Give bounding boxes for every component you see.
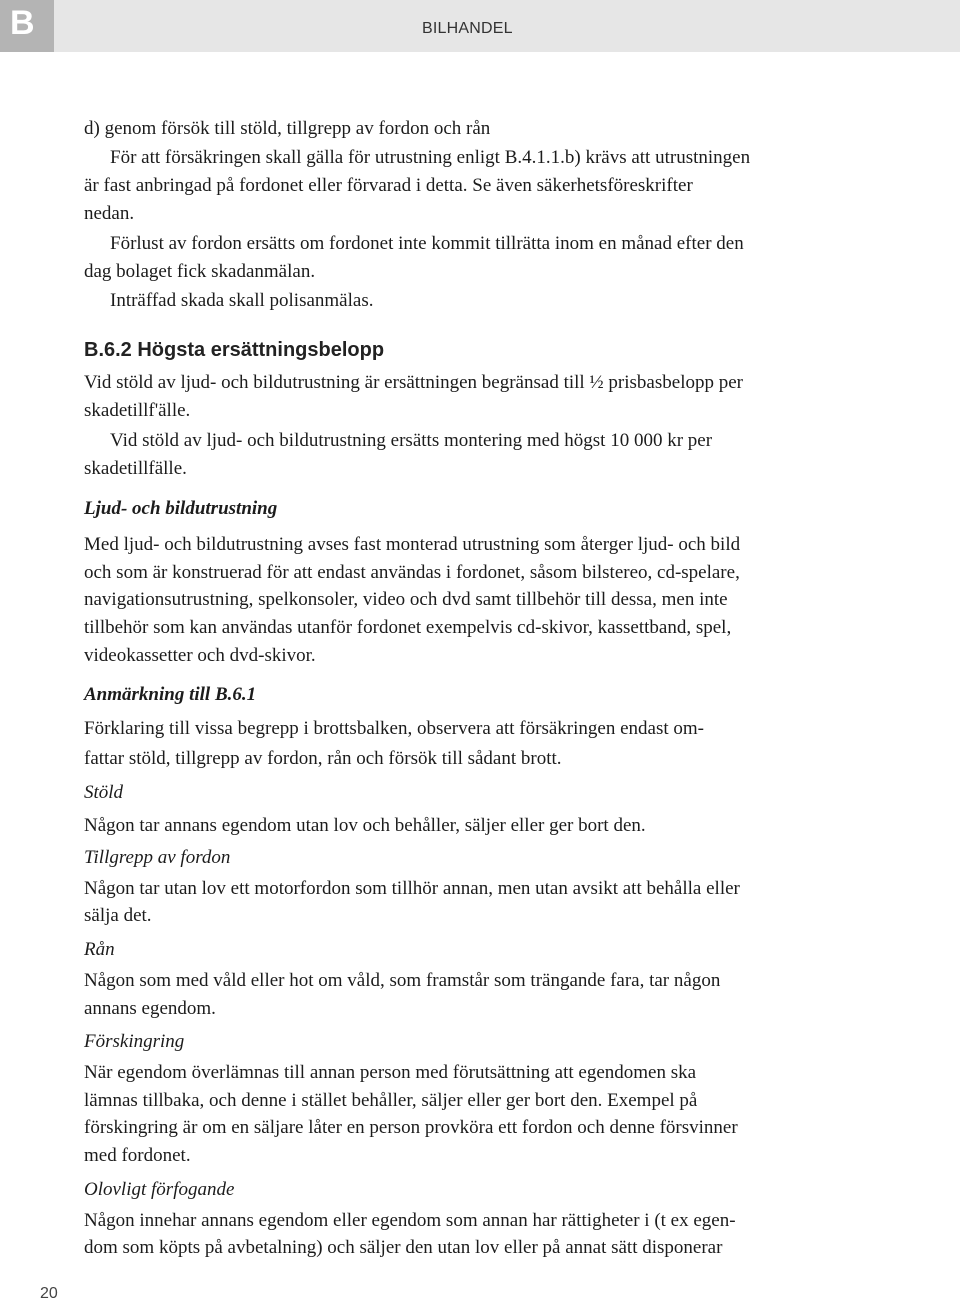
body-line: förskingring är om en säljare låter en person provköra ett fordon och denne försvinner — [84, 1117, 738, 1138]
page-header — [0, 0, 960, 52]
body-line: tillbehör som kan användas utanför fordonet exempelvis cd-skivor, kassettband, spel, — [84, 617, 732, 638]
body-line: sälja det. — [84, 905, 152, 926]
body-line: är fast anbringad på fordonet eller förvarad i detta. Se även säkerhetsföreskrifter — [84, 175, 693, 196]
body-line: lämnas tillbaka, och denne i stället behåller, säljer eller ger bort den. Exempel på — [84, 1090, 698, 1111]
body-line: annans egendom. — [84, 998, 216, 1019]
body-line: navigationsutrustning, spelkonsoler, video och dvd samt tillbehör till dessa, men inte — [84, 589, 728, 610]
body-line: Vid stöld av ljud- och bildutrustning ersätts montering med högst 10 000 kr per — [110, 430, 713, 451]
term-title-tillgrepp: Tillgrepp av fordon — [84, 847, 231, 868]
list-item-d: d) genom försök till stöld, tillgrepp av fordon och rån — [84, 118, 491, 139]
term-title-ran: Rån — [84, 939, 115, 960]
running-title: BILHANDEL — [422, 20, 513, 37]
subheading-anmarkning: Anmärkning till B.6.1 — [84, 684, 257, 705]
body-line: Med ljud- och bildutrustning avses fast monterad utrustning som återger ljud- och bild — [84, 534, 741, 555]
body-line: När egendom överlämnas till annan person med förutsättning att egendomen ska — [84, 1062, 697, 1083]
body-line: skadetillf'älle. — [84, 400, 191, 421]
page-number: 20 — [40, 1285, 58, 1302]
body-line: Någon tar annans egendom utan lov och behåller, säljer eller ger bort den. — [84, 815, 646, 836]
term-title-forskingring: Förskingring — [84, 1031, 185, 1052]
body-line: dag bolaget fick skadanmälan. — [84, 261, 316, 282]
term-title-stold: Stöld — [84, 782, 124, 803]
section-heading-b62: B.6.2 Högsta ersättningsbelopp — [84, 339, 385, 361]
body-line: och som är konstruerad för att endast användas i fordonet, såsom bilstereo, cd-spelare, — [84, 562, 740, 583]
body-line: Någon tar utan lov ett motorfordon som tillhör annan, men utan avsikt att behålla eller — [84, 878, 740, 899]
body-line: dom som köpts på avbetalning) och säljer den utan lov eller på annat sätt disponerar — [84, 1237, 723, 1258]
body-line: Förlust av fordon ersätts om fordonet inte kommit tillrätta inom en månad efter den — [110, 233, 744, 254]
body-line: nedan. — [84, 203, 135, 224]
subheading-ljud: Ljud- och bildutrustning — [84, 498, 278, 519]
body-line: Inträffad skada skall polisanmälas. — [110, 290, 374, 311]
body-line: med fordonet. — [84, 1145, 191, 1166]
term-title-olovligt: Olovligt förfogande — [84, 1179, 235, 1200]
body-line: Förklaring till vissa begrepp i brottsbalken, observera att försäkringen endast om- — [84, 718, 704, 739]
body-line: Någon innehar annans egendom eller egendom som annan har rättigheter i (t ex egen- — [84, 1210, 736, 1231]
body-line: skadetillfälle. — [84, 458, 187, 479]
body-line: Vid stöld av ljud- och bildutrustning är ersättningen begränsad till ½ prisbasbelopp per — [84, 372, 743, 393]
body-line: fattar stöld, tillgrepp av fordon, rån och försök till sådant brott. — [84, 748, 562, 769]
body-line: Någon som med våld eller hot om våld, som framstår som trängande fara, tar någon — [84, 970, 721, 991]
section-letter-tab: B — [0, 0, 54, 52]
body-line: videokassetter och dvd-skivor. — [84, 645, 316, 666]
body-line: För att försäkringen skall gälla för utrustning enligt B.4.1.1.b) krävs att utrustningen — [110, 147, 751, 168]
